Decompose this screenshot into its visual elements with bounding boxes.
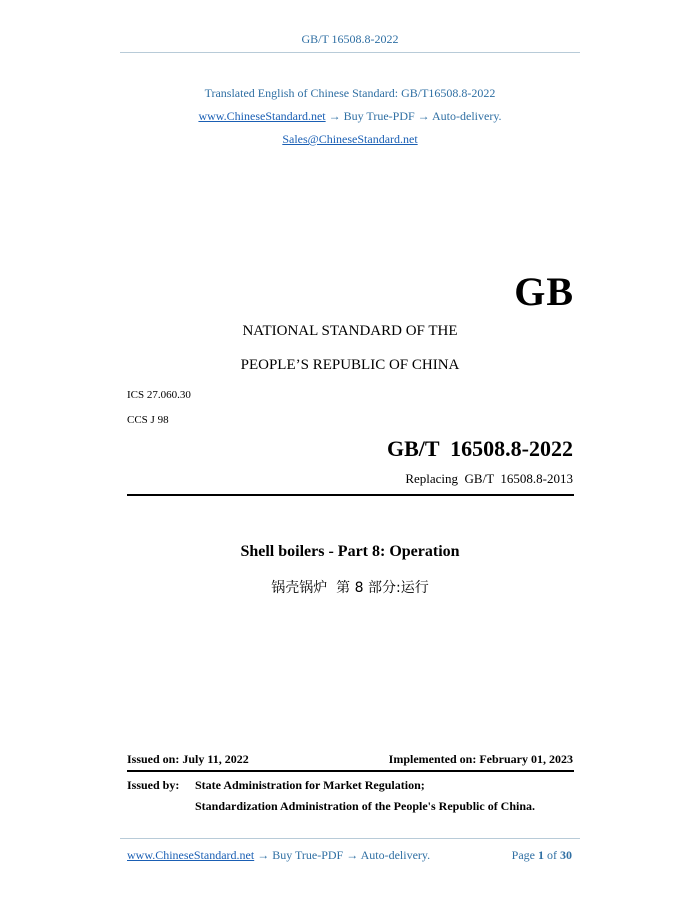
arrow-icon: → <box>257 848 270 862</box>
page-label: Page <box>511 848 535 862</box>
issue-rule <box>127 770 574 772</box>
buy-true-pdf-text: Buy True-PDF <box>272 848 344 862</box>
page-number: 1 <box>538 848 544 862</box>
footer-links <box>127 848 430 863</box>
arrow-icon: → <box>346 848 359 862</box>
chinesestandard-link[interactable]: www.ChineseStandard.net <box>198 109 326 123</box>
gb-logo: GB <box>514 269 574 314</box>
issued-by-line2: Standardization Administration of the People's Republic of China. <box>195 799 536 813</box>
national-standard-line1: NATIONAL STANDARD OF THE <box>242 323 458 339</box>
ccs-code: CCS J 98 <box>127 414 169 426</box>
auto-delivery-text: Auto-delivery. <box>432 109 502 123</box>
arrow-icon: → <box>328 109 341 123</box>
footer-chinesestandard-link[interactable]: www.ChineseStandard.net <box>127 848 255 862</box>
ics-code: ICS 27.060.30 <box>127 389 191 401</box>
sales-email-link[interactable]: Sales@ChineseStandard.net <box>282 132 418 146</box>
page-total: 30 <box>560 848 572 862</box>
header-rule <box>120 52 580 53</box>
replacing-note: Replacing GB/T 16508.8-2013 <box>405 471 573 486</box>
national-standard-line2: PEOPLE’S REPUBLIC OF CHINA <box>240 357 460 373</box>
issued-by-label: Issued by: <box>127 778 180 792</box>
footer-rule <box>120 838 580 839</box>
buy-true-pdf-text: Buy True-PDF <box>343 109 415 123</box>
promo-line: Translated English of Chinese Standard: GB/T16508.8-2022 <box>204 86 496 100</box>
auto-delivery-text: Auto-delivery. <box>360 848 431 862</box>
implemented-on: Implemented on: February 01, 2023 <box>388 752 573 766</box>
running-header: GB/T 16508.8-2022 <box>301 32 399 46</box>
title-rule <box>127 494 574 496</box>
page-indicator <box>512 848 572 863</box>
arrow-icon: → <box>417 109 430 123</box>
title-english: Shell boilers - Part 8: Operation <box>240 543 460 560</box>
issued-on: Issued on: July 11, 2022 <box>127 752 249 766</box>
email-row <box>0 132 700 147</box>
title-chinese: 锅壳锅炉 第 8 部分:运行 <box>271 580 429 596</box>
issued-by-line1: State Administration for Market Regulation; <box>195 778 425 792</box>
promo-links <box>0 109 700 124</box>
of-label: of <box>547 848 557 862</box>
standard-number: GB/T 16508.8-2022 <box>386 436 573 461</box>
